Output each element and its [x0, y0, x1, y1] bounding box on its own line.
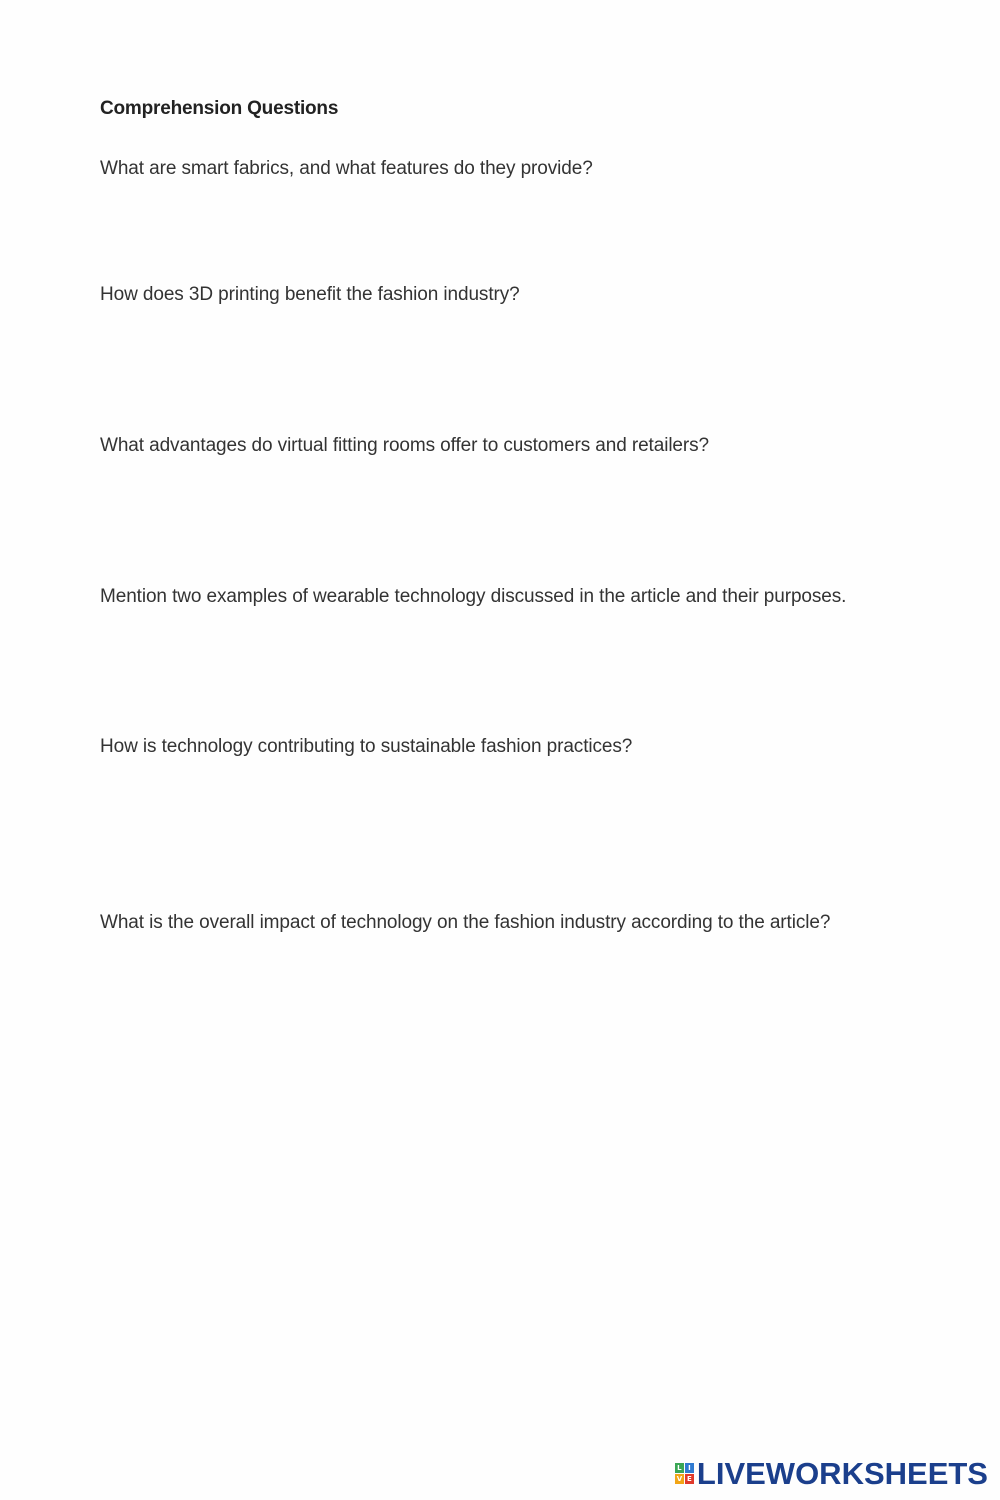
question-6: What is the overall impact of technology on the fashion industry according to the article?	[100, 912, 831, 933]
liveworksheets-logo-text: LIVEWORKSHEETS	[696, 1456, 988, 1491]
question-3: What advantages do virtual fitting rooms offer to customers and retailers?	[100, 435, 709, 456]
worksheet-heading: Comprehension Questions	[100, 98, 339, 119]
question-2: How does 3D printing benefit the fashion industry?	[100, 284, 520, 305]
logo-icon-tile-e: E	[685, 1474, 694, 1484]
logo-icon-tile-v: V	[676, 1474, 683, 1483]
liveworksheets-logo-icon	[675, 1463, 694, 1484]
question-5: How is technology contributing to sustainable fashion practices?	[100, 736, 633, 757]
question-4: Mention two examples of wearable technology discussed in the article and their purposes.	[100, 586, 847, 607]
liveworksheets-logo	[675, 1458, 988, 1489]
logo-icon-tile-i: I	[685, 1463, 694, 1473]
logo-icon-tile-l: L	[675, 1463, 684, 1473]
question-1: What are smart fabrics, and what features do they provide?	[100, 158, 593, 179]
